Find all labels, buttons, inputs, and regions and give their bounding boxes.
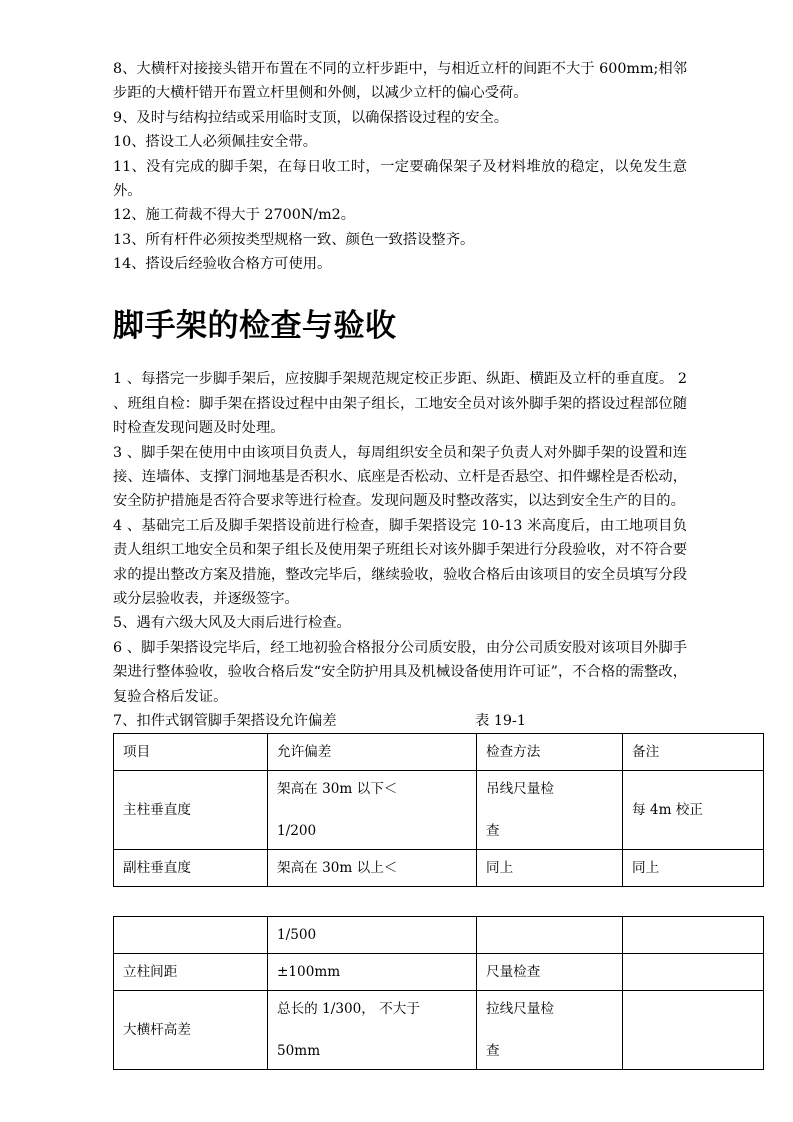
- page-title: 脚手架的检查与验收: [113, 307, 397, 344]
- table-row: [114, 954, 764, 991]
- list-item: 10、搭设工人必须佩挂安全带。: [113, 134, 318, 151]
- table-row: [114, 771, 764, 850]
- cell-item: 立柱间距: [114, 954, 268, 991]
- cell-remark: [623, 991, 764, 1070]
- list-item: 9、及时与结构拉结或采用临时支顶，以确保搭设过程的安全。: [113, 109, 509, 126]
- column-header-item: 项目: [114, 734, 268, 771]
- body-paragraph: 1 、每搭完一步脚手架后，应按脚手架规范规定校正步距、纵距、横距及立杆的垂直度。 2 、班组自检：脚手架在搭设过程中由架子组长，工地安全员对该外脚手架的搭设过程部位随时检查发现问题及时处理。: [113, 371, 687, 437]
- cell-remark: 每 4m 校正: [623, 771, 764, 850]
- cell-tolerance: 1/500: [268, 917, 477, 954]
- cell-method: [477, 991, 623, 1070]
- cell-method: [477, 771, 623, 850]
- table-header-row: [114, 734, 764, 771]
- body-paragraph: 3 、脚手架在使用中由该项目负责人，每周组织安全员和架子负责人对外脚手架的设置和连接、连墙体、支撑门洞地基是否积水、底座是否松动、立杆是否悬空、扣件螺栓是否松动，安全防护措施是否符合要求等进行检查。发现问题及时整改落实，以达到安全生产的目的。: [113, 444, 687, 510]
- cell-method: 尺量检查: [477, 954, 623, 991]
- table-number-label: 表 19-1: [475, 713, 526, 730]
- cell-item: 主柱垂直度: [114, 771, 268, 850]
- table-caption-row: [113, 709, 687, 733]
- cell-item: 副柱垂直度: [114, 850, 268, 887]
- cell-line-1: 架高在 30m 以下＜: [277, 781, 398, 798]
- table-row: [114, 917, 764, 954]
- table-row: [114, 850, 764, 887]
- list-item: 11、没有完成的脚手架，在每日收工时，一定要确保架子及材料堆放的稳定，以免发生意外。: [113, 158, 687, 200]
- list-item: 12、施工荷裁不得大于 2700N/m2。: [113, 207, 356, 224]
- page-content: [113, 57, 703, 1070]
- list-item: 8、大横杆对接接头错开布置在不同的立杆步距中，与相近立杆的间距不大于 600mm;相邻步距的大横杆错开布置立杆里侧和外侧，以减少立杆的偏心受荷。: [113, 61, 687, 102]
- body-paragraphs: [113, 367, 687, 709]
- cell-method: 同上: [477, 850, 623, 887]
- list-item: 13、所有杆件必须按类型规格一致、颜色一致搭设整齐。: [113, 231, 475, 248]
- numbered-list-top: [113, 57, 687, 277]
- cell-tolerance: ±100mm: [268, 954, 477, 991]
- cell-method: [477, 917, 623, 954]
- cell-item: 大横杆高差: [114, 991, 268, 1070]
- table-caption-text: 7、扣件式钢管脚手架搭设允许偏差: [113, 713, 337, 730]
- cell-line-1: 总长的 1/300， 不大于: [277, 1001, 420, 1018]
- cell-line-1: 吊线尺量检: [486, 781, 554, 798]
- cell-line-2: 查: [486, 1043, 500, 1060]
- cell-line-2: 查: [486, 823, 500, 840]
- body-paragraph: 5、遇有六级大风及大雨后进行检查。: [113, 615, 351, 632]
- cell-line-2: 1/200: [277, 823, 317, 840]
- body-paragraph: 6 、脚手架搭设完毕后，经工地初验合格报分公司质安股，由分公司质安股对该项目外脚手架进行整体验收，验收合格后发“安全防护用具及机械设备使用许可证”，不合格的需整改，复验合格后发证。: [113, 639, 687, 705]
- cell-tolerance: [268, 991, 477, 1070]
- column-header-tolerance: 允许偏差: [268, 734, 477, 771]
- cell-tolerance: 架高在 30m 以上＜: [268, 850, 477, 887]
- cell-line-2: 50mm: [277, 1043, 321, 1060]
- table-row: [114, 991, 764, 1070]
- cell-line-1: 拉线尺量检: [486, 1001, 554, 1018]
- list-item: 14、搭设后经验收合格方可使用。: [113, 256, 332, 273]
- cell-remark: [623, 917, 764, 954]
- cell-remark: 同上: [623, 850, 764, 887]
- body-paragraph: 4 、基础完工后及脚手架搭设前进行检查，脚手架搭设完 10-13 米高度后，由工地项目负责人组织工地安全员和架子组长及使用架子班组长对该外脚手架进行分段验收，对不符合要求的提出整改方案及措施，整改完毕后，继续验收，验收合格后由该项目的安全员填写分段或分层验收表，并逐级签字。: [113, 517, 687, 608]
- column-header-remark: 备注: [623, 734, 764, 771]
- tolerance-table-top: [113, 733, 764, 887]
- cell-remark: [623, 954, 764, 991]
- tolerance-table-bottom: [113, 916, 764, 1070]
- cell-item: [114, 917, 268, 954]
- cell-tolerance: [268, 771, 477, 850]
- table-separator-gap: [113, 887, 687, 916]
- column-header-method: 检查方法: [477, 734, 623, 771]
